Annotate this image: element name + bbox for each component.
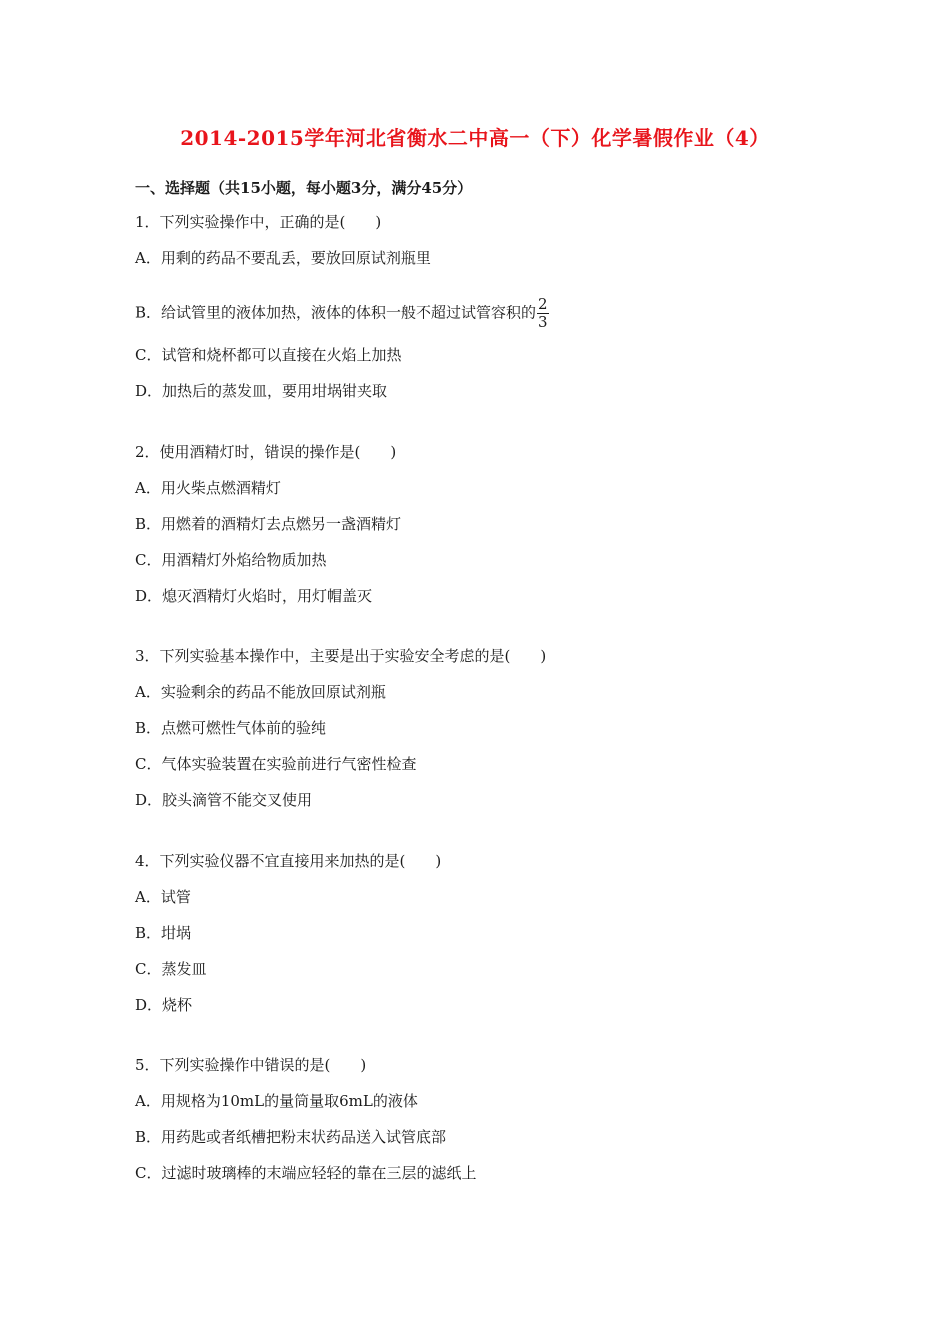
question-5-stem: 5．下列实验操作中错误的是( ) [135,1056,367,1074]
question-4-option-b: B．坩埚 [135,924,192,942]
question-1-option-b [135,296,549,331]
question-1-option-b-text: B．给试管里的液体加热，液体的体积一般不超过试管容积的 [135,303,537,322]
section-heading: 一、选择题（共15小题，每小题3分，满分45分） [135,179,473,197]
fraction-denominator: 3 [538,313,548,331]
question-4-option-c: C．蒸发皿 [135,960,207,978]
fraction-numerator: 2 [538,295,548,313]
question-3-option-a: A．实验剩余的药品不能放回原试剂瓶 [135,683,386,701]
question-5-option-c: C．过滤时玻璃棒的末端应轻轻的靠在三层的滤纸上 [135,1164,477,1182]
question-1-option-d: D．加热后的蒸发皿，要用坩埚钳夹取 [135,382,388,400]
question-3-stem: 3．下列实验基本操作中，主要是出于实验安全考虑的是( ) [135,647,547,665]
question-2-option-d: D．熄灭酒精灯火焰时，用灯帽盖灭 [135,587,373,605]
question-2-option-b: B．用燃着的酒精灯去点燃另一盏酒精灯 [135,515,402,533]
question-5-option-a: A．用规格为10mL的量筒量取6mL的液体 [135,1092,418,1110]
question-5-option-b: B．用药匙或者纸槽把粉末状药品送入试管底部 [135,1128,447,1146]
question-1-option-c: C．试管和烧杯都可以直接在火焰上加热 [135,346,402,364]
question-2-option-c: C．用酒精灯外焰给物质加热 [135,551,327,569]
question-4-stem: 4．下列实验仪器不宜直接用来加热的是( ) [135,852,442,870]
question-2-stem: 2．使用酒精灯时，错误的操作是( ) [135,443,397,461]
question-1-stem: 1．下列实验操作中，正确的是( ) [135,213,382,231]
question-4-option-d: D．烧杯 [135,996,193,1014]
question-3-option-d: D．胶头滴管不能交叉使用 [135,791,313,809]
question-1-option-a: A．用剩的药品不要乱丢，要放回原试剂瓶里 [135,249,431,267]
question-3-option-b: B．点燃可燃性气体前的验纯 [135,719,327,737]
question-4-option-a: A．试管 [135,888,191,906]
fraction-two-thirds [537,296,549,331]
document-title: 2014-2015学年河北省衡水二中高一（下）化学暑假作业（4） [180,126,770,150]
question-2-option-a: A．用火柴点燃酒精灯 [135,479,281,497]
question-3-option-c: C．气体实验装置在实验前进行气密性检查 [135,755,417,773]
